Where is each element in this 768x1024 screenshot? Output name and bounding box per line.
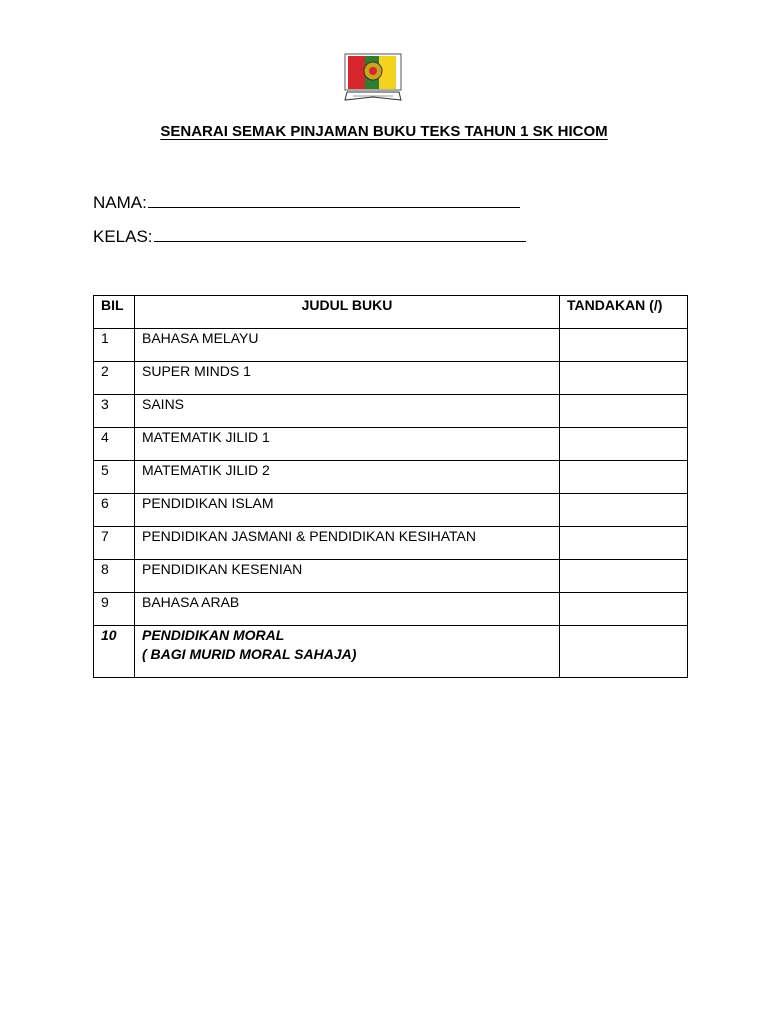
table-header-row [94,296,688,329]
row-number: 3 [94,395,135,428]
row-number: 1 [94,329,135,362]
tick-box[interactable] [560,560,688,593]
book-title: SUPER MINDS 1 [135,362,560,395]
tick-box[interactable] [560,527,688,560]
book-title: PENDIDIKAN JASMANI & PENDIDIKAN KESIHATAN [135,527,560,560]
tick-box[interactable] [560,494,688,527]
row-number: 2 [94,362,135,395]
table-row [94,362,688,395]
kelas-field [93,227,526,247]
table-row [94,593,688,626]
nama-label: NAMA: [93,193,147,212]
tick-box[interactable] [560,395,688,428]
book-title [135,626,560,678]
tick-box[interactable] [560,461,688,494]
tick-box[interactable] [560,329,688,362]
kelas-label: KELAS: [93,227,153,246]
textbook-checklist-table [93,295,688,678]
table-row [94,560,688,593]
table-row [94,461,688,494]
tick-box[interactable] [560,428,688,461]
book-title: MATEMATIK JILID 2 [135,461,560,494]
page-title: SENARAI SEMAK PINJAMAN BUKU TEKS TAHUN 1 SK HICOM [160,123,608,140]
table-row [94,329,688,362]
book-title: SAINS [135,395,560,428]
row-number: 8 [94,560,135,593]
row-number: 5 [94,461,135,494]
table-row [94,395,688,428]
row-number: 4 [94,428,135,461]
kelas-blank-line[interactable] [154,227,526,242]
book-title: PENDIDIKAN KESENIAN [135,560,560,593]
row-number: 9 [94,593,135,626]
header-tandakan: TANDAKAN (/) [560,296,688,329]
book-title: BAHASA MELAYU [135,329,560,362]
book-title: PENDIDIKAN ISLAM [135,494,560,527]
book-title-main: PENDIDIKAN MORAL [142,627,285,643]
table-row [94,527,688,560]
row-number: 6 [94,494,135,527]
nama-field [93,193,520,213]
tick-box[interactable] [560,593,688,626]
tick-box[interactable] [560,626,688,678]
book-title: MATEMATIK JILID 1 [135,428,560,461]
row-number: 10 [94,626,135,678]
header-bil: BIL [94,296,135,329]
header-judul-buku: JUDUL BUKU [135,296,560,329]
tick-box[interactable] [560,362,688,395]
table-row [94,626,688,678]
table-row [94,494,688,527]
book-title: BAHASA ARAB [135,593,560,626]
school-crest-logo [343,52,403,104]
nama-blank-line[interactable] [148,193,520,208]
row-number: 7 [94,527,135,560]
table-row [94,428,688,461]
book-title-note: ( BAGI MURID MORAL SAHAJA) [142,646,357,662]
